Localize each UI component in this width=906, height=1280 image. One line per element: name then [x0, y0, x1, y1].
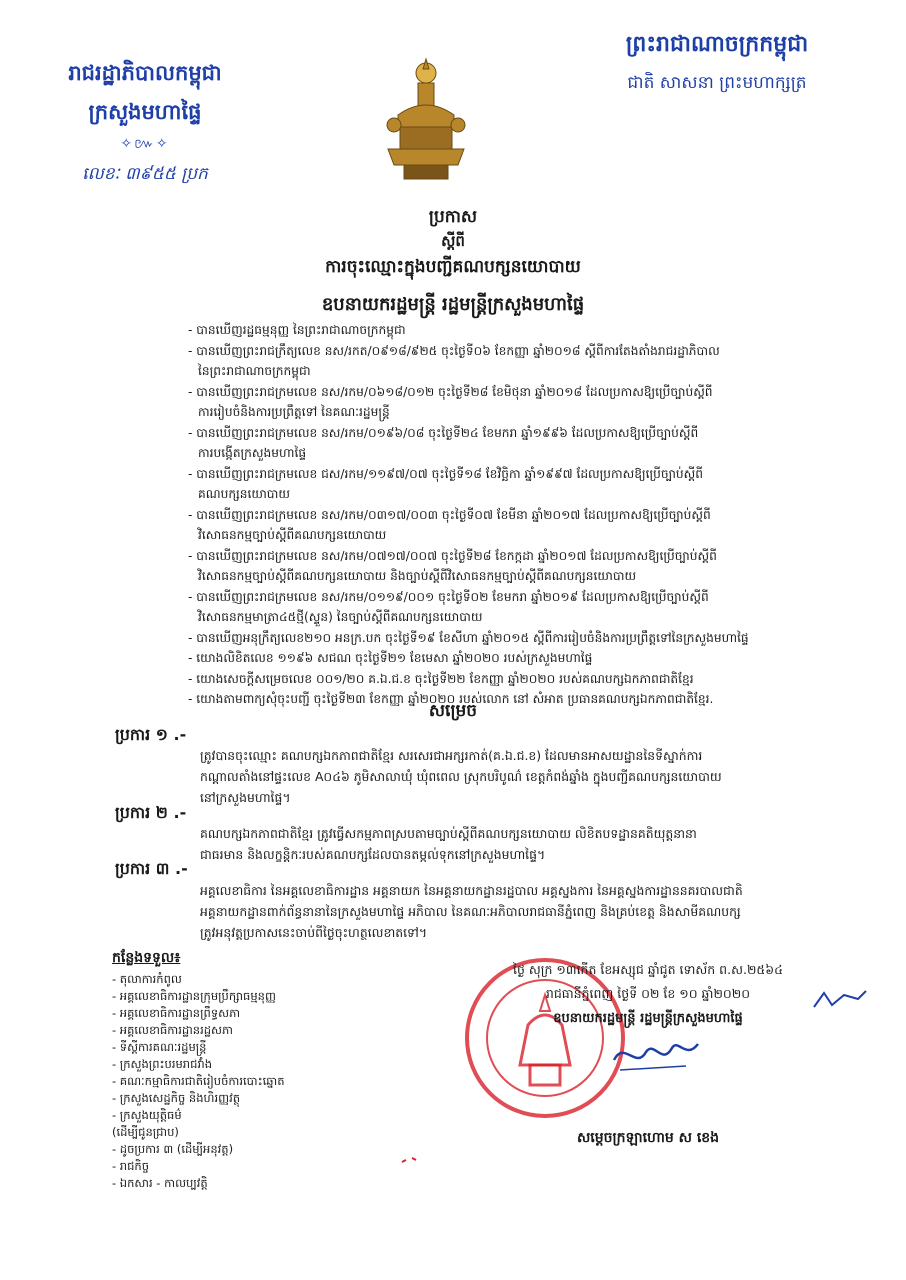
recital-item: - បានឃើញព្រះរាជក្រមលេខ នស/រកម/០៧១៧/០០៧ ចុះថ្ងៃទី២៨ ខែកក្កដា ឆ្នាំ២០១៧ ដែលប្រកាសឱ្យប្រើច្បាប់ស្តីពី វិសោធនកម្មច្បាប់ស្តីពីគណបក្សនយោបាយ និងច្បាប់ស្តីពីវិសោធនកម្មច្បាប់ស្តីពីគណបក្សនយោបាយ [188, 548, 717, 583]
recital-item: - យោងសេចក្តីសម្រេចលេខ ០០១/២០ គ.ឯ.ជ.ខ ចុះថ្ងៃទី២២ ខែកញ្ញា ឆ្នាំ២០២០ របស់គណបក្សឯកភាពជាតិខ្មែរ [188, 671, 694, 686]
subject-title: ការចុះឈ្មោះក្នុងបញ្ជីគណបក្សនយោបាយ [325, 257, 581, 277]
recital-item: - យោងតាមពាក្យសុំចុះបញ្ជី ចុះថ្ងៃទី២៣ ខែកញ្ញា ឆ្នាំ២០២០ របស់លោក នៅ សំអាត ប្រធានគណបក្សឯកភាពជាតិខ្មែរ. [188, 692, 714, 706]
recipients-heading: កន្លែងទទួល៖ [112, 950, 181, 966]
kingdom-name: ព្រះរាជាណាចក្រកម្ពុជា [625, 32, 809, 57]
recipient-item: - ទីស្តីការគណៈរដ្ឋមន្ត្រី [112, 1040, 207, 1054]
recipient-item: - ឯកសារ - កាលប្បវត្តិ [112, 1176, 208, 1190]
lunar-date: ថ្ងៃ សុក្រ ១៣កើត ខែអស្សុជ ឆ្នាំជូត ទោស័ក ព.ស.២៥៦៤ [513, 962, 783, 977]
recital-item: - បានឃើញព្រះរាជក្រមលេខ ជស/រកម/១១៩៧/០៧ ចុះថ្ងៃទី១៨ ខែវិច្ឆិកា ឆ្នាំ១៩៩៧ ដែលប្រកាសឱ្យប្រើច្បាប់ស្តីពី គណបក្សនយោបាយ [188, 466, 703, 501]
recital-item: - បានឃើញរដ្ឋធម្មនុញ្ញ នៃព្រះរាជាណាចក្រកម្ពុជា [188, 323, 406, 337]
recipient-item: - អគ្គលេខាធិការដ្ឋានព្រឹទ្ធសភា [112, 1006, 241, 1020]
recital-item: - បានឃើញអនុក្រឹត្យលេខ២១០ អនក្រ.បក ចុះថ្ងៃទី១៩ ខែសីហា ឆ្នាំ២០១៥ ស្តីពីការរៀបចំនិងការប្រព្រឹត្តទៅនៃក្រសួងមហាផ្ទៃ [188, 630, 749, 645]
recipient-item: - ក្រសួងសេដ្ឋកិច្ច និងហិរញ្ញវត្ថុ [112, 1091, 241, 1105]
signatory-title: ឧបនាយករដ្ឋមន្ត្រី រដ្ឋមន្ត្រីក្រសួងមហាផ្ទៃ [553, 1011, 743, 1026]
recital-item: - បានឃើញព្រះរាជក្រមលេខ នស/រកម/០១១៩/០០១ ចុះថ្ងៃទី០២ ខែមករា ឆ្នាំ២០១៩ ដែលប្រកាសឱ្យប្រើច្បាប់ស្តីពី វិសោធនកម្មមាត្រា៤៥ថ្មី(ស្ទួន) នៃច្បាប់ស្តីពីគណបក្សនយោបាយ [188, 589, 709, 624]
handwritten-signature-icon [606, 1030, 706, 1080]
recital-item: - យោងលិខិតលេខ ១១៩៦ សជណ ចុះថ្ងៃទី២១ ខែមេសា ឆ្នាំ២០២០ របស់ក្រសួងមហាផ្ទៃ [188, 651, 593, 665]
national-motto: ជាតិ សាសនា ព្រះមហាក្សត្រ [627, 73, 807, 93]
solar-date: រាជធានីភ្នំពេញ ថ្ងៃទី ០២ ខែ ១០ ឆ្នាំ២០២០ [545, 986, 751, 1001]
government-name: រាជរដ្ឋាភិបាលកម្ពុជា [68, 61, 222, 85]
article-3-body: អគ្គលេខាធិការ នៃអគ្គលេខាធិការដ្ឋាន អគ្គនាយក នៃអគ្គនាយកដ្ឋានរដ្ឋបាល អគ្គស្នងការ នៃអគ្គស្នងការដ្ឋាននគរបាលជាតិ អគ្គនាយកដ្ឋានពាក់ព័ន្ធនានានៃក្រសួងមហាផ្ទៃ អភិបាល នៃគណៈអភិបាលរាជធានីភ្នំពេញ និងគ្រប់ខេត្ត និងសាមីគណបក្ស ត្រូវអនុវត្តប្រកាសនេះចាប់ពីថ្ងៃចុះហត្ថលេខាតទៅ។ [200, 883, 743, 940]
issuer-title: ឧបនាយករដ្ឋមន្ត្រី រដ្ឋមន្ត្រីក្រសួងមហាផ្ទៃ [321, 294, 585, 315]
ministry-header [40, 60, 250, 188]
recipient-item: - តុលាការកំពូល [112, 972, 182, 986]
recipient-item: - គណៈកម្មាធិការជាតិរៀបចំការបោះឆ្នោត [112, 1074, 285, 1088]
recipient-item: - អគ្គលេខាធិការដ្ឋានរដ្ឋសភា [112, 1023, 233, 1037]
reference-number: លេខៈ ៣៩៥៥ ប្រក [82, 164, 208, 184]
recital-item: - បានឃើញព្រះរាជក្រមលេខ នស/រកម/០៦១៨/០១២ ចុះថ្ងៃទី២៨ ខែមិថុនា ឆ្នាំ២០១៨ ដែលប្រកាសឱ្យប្រើច្បាប់ស្តីពី ការរៀបចំនិងការប្រព្រឹត្តទៅ នៃគណៈរដ្ឋមន្ត្រី [188, 384, 713, 419]
ornament: ✧៚✧ [120, 136, 170, 152]
recipient-item: - ដូចប្រការ ៣ (ដើម្បីអនុវត្ត) [112, 1142, 234, 1156]
subject-prefix: ស្តីពី [441, 232, 465, 250]
document-type: ប្រកាស [428, 207, 478, 227]
recipient-item: - ក្រសួងយុត្តិធម៌ [112, 1108, 182, 1122]
article-1-label: ប្រការ ១ .- [115, 725, 187, 744]
signatory-name: សម្តេចក្រឡាហោម ស ខេង [576, 1130, 720, 1146]
recipients-list [112, 950, 372, 1192]
royal-emblem-icon [378, 55, 474, 185]
recipient-item: - អគ្គលេខាធិការដ្ឋានក្រុមប្រឹក្សាធម្មនុញ្ញ [112, 989, 276, 1003]
recitals-list [188, 320, 848, 710]
initial-mark-icon [810, 985, 870, 1015]
recipient-item: - ក្រសួងព្រះបរមរាជវាំង [112, 1057, 213, 1071]
recital-item: - បានឃើញព្រះរាជក្រឹត្យលេខ នស/រកត/០៩១៨/៩២៥ ចុះថ្ងៃទី០៦ ខែកញ្ញា ឆ្នាំ២០១៨ ស្តីពីការតែងតាំងរាជរដ្ឋាភិបាល នៃព្រះរាជាណាចក្រកម្ពុជា [188, 343, 720, 378]
recital-item: - បានឃើញព្រះរាជក្រមលេខ នស/រកម/០១៩៦/០៨ ចុះថ្ងៃទី២៤ ខែមករា ឆ្នាំ១៩៩៦ ដែលប្រកាសឱ្យប្រើច្បាប់ស្តីពី ការបង្កើតក្រសួងមហាផ្ទៃ [188, 425, 699, 460]
article-2-body: គណបក្សឯកភាពជាតិខ្មែរ ត្រូវធ្វើសកម្មភាពស្របតាមច្បាប់ស្តីពីគណបក្សនយោបាយ លិខិតបទដ្ឋានគតិយុត្តនានា ជាធរមាន និងលក្ខន្តិកៈរបស់គណបក្សដែលបានតម្កល់ទុកនៅក្រសួងមហាផ្ទៃ។ [200, 826, 697, 862]
article-2-label: ប្រការ ២ .- [115, 803, 187, 822]
kingdom-header [582, 30, 852, 97]
article-3-label: ប្រការ ៣ .- [115, 859, 188, 878]
recital-item: - បានឃើញព្រះរាជក្រមលេខ នស/រកម/០៣១៧/០០៣ ចុះថ្ងៃទី០៧ ខែមីនា ឆ្នាំ២០១៧ ដែលប្រកាសឱ្យប្រើច្បាប់ស្តីពី វិសោធនកម្មច្បាប់ស្តីពីគណបក្សនយោបាយ [188, 507, 711, 542]
article-1-body: ត្រូវបានចុះឈ្មោះ គណបក្សឯកភាពជាតិខ្មែរ សរសេរជាអក្សរកាត់(គ.ឯ.ជ.ខ) ដែលមានអាសយដ្ឋាននៃទីស្នាក់ការ កណ្តាលតាំងនៅផ្ទះលេខ A០៤៦ ភូមិសាលាឃុំ ឃុំពពេល ស្រុកបរិបូណ៌ ខេត្តកំពង់ឆ្នាំង ក្នុងបញ្ជីគណបក្សនយោបាយ នៅក្រសួងមហាផ្ទៃ។ [200, 748, 722, 805]
recipient-item: (ដើម្បីជូនជ្រាប) [112, 1125, 179, 1139]
decision-heading: សម្រេច [428, 701, 478, 721]
ministry-name: ក្រសួងមហាផ្ទៃ [88, 100, 202, 124]
recipient-item: - រាជកិច្ច [112, 1159, 150, 1173]
red-marks-icon [398, 1150, 428, 1170]
